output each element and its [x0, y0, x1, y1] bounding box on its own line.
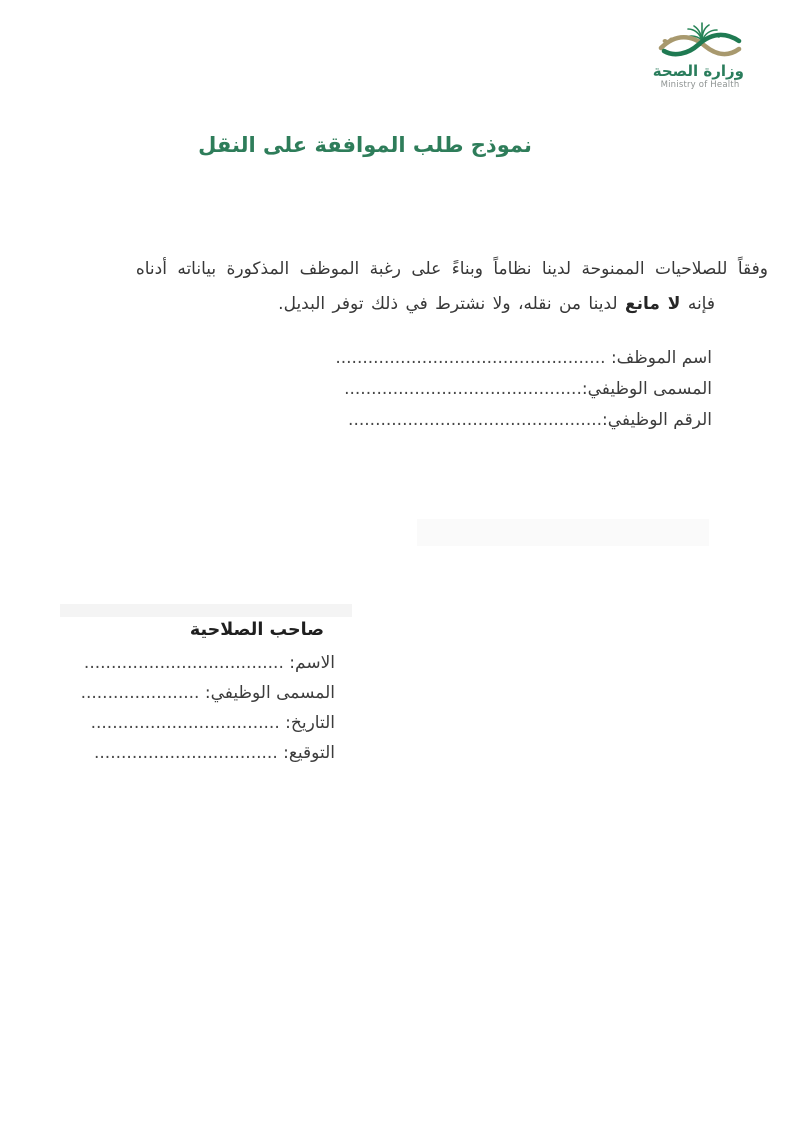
employee-fields [335, 343, 712, 436]
dotted-line: .................................................. [335, 348, 611, 368]
field-label: المسمى الوظيفي: [581, 379, 712, 399]
field-authority-signature [81, 738, 335, 768]
form-title: نموذج طلب الموافقة على النقل [198, 133, 532, 157]
dotted-line: ...................... [80, 683, 205, 703]
dotted-line: ............................................... [348, 410, 603, 430]
field-employee-number [335, 405, 712, 436]
faded-scan-artifact [60, 604, 352, 617]
intro-line-1: وفقاً للصلاحيات الممنوحة لدينا نظاماً وبناءً على رغبة الموظف المذكورة بياناته أدناه [135, 259, 768, 279]
authority-section-heading: صاحب الصلاحية [189, 620, 325, 640]
logo-english-name: Ministry of Health [660, 80, 740, 90]
seed-dot [663, 39, 668, 43]
intro-no-objection-bold: لا مانع [624, 294, 681, 314]
faded-scan-artifact [417, 519, 709, 546]
dotted-line: .................................. [94, 743, 284, 763]
dotted-line: ................................... [90, 713, 286, 733]
moh-emblem-icon [657, 12, 743, 62]
authority-fields [81, 648, 335, 768]
field-label: الرقم الوظيفي: [602, 410, 712, 430]
seed-dot [669, 38, 674, 42]
field-label: التاريخ: [285, 713, 335, 733]
field-employee-job-title [335, 374, 712, 405]
dotted-line: ............................................ [344, 379, 582, 399]
field-authority-name [81, 648, 335, 678]
field-label: المسمى الوظيفي: [204, 683, 335, 703]
field-authority-job-title [81, 678, 335, 708]
field-label: الاسم: [289, 653, 335, 673]
field-authority-date [81, 708, 335, 738]
field-label: التوقيع: [283, 743, 335, 763]
intro-line-2-prefix: فإنه [680, 294, 715, 314]
intro-line-2 [278, 294, 715, 314]
logo-arabic-name: وزارة الصحة [652, 62, 744, 80]
dotted-line: ..................................... [83, 653, 290, 673]
field-label: اسم الموظف: [610, 348, 712, 368]
intro-line-2-suffix: لدينا من نقله، ولا نشترط في ذلك توفر البديل. [278, 294, 625, 314]
field-employee-name [335, 343, 712, 374]
moh-logo [652, 12, 744, 90]
